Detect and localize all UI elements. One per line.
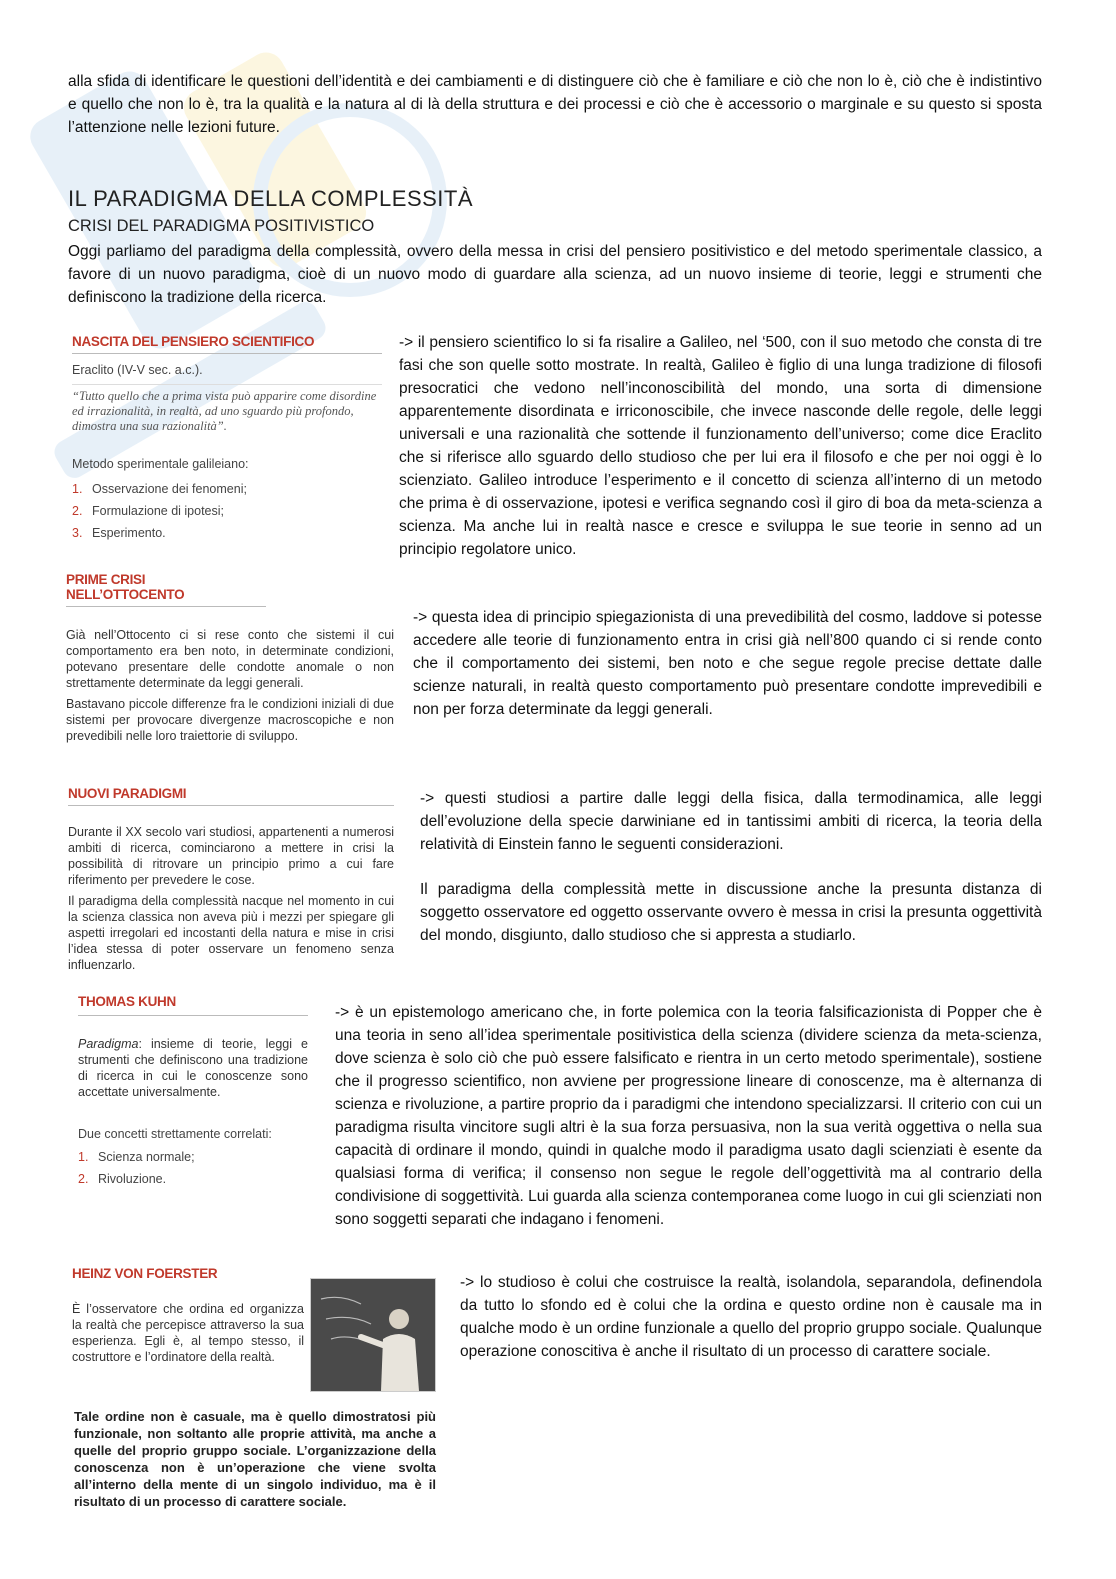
text-foerster: -> lo studioso è colui che costruisce la realtà, isolandola, separandola, definendola da tutto lo sfondo ed è colui che la ordina e questo ordine non è causale ma in qualche modo è un ordine funzionale a quello del proprio gruppo sociale. Qualunque operazione conoscitiva è anche il risultato di un processo di carattere sociale. [460,1274,1042,1360]
text-complessita: Il paradigma della complessità mette in discussione anche la presunta distanza di soggetto osservatore ed oggetto osservante ovvero è messa in crisi la presunta oggettività del mondo, disgiunto, dallo studioso che si appresta a studiarlo. [420,881,1042,944]
text-studiosi: -> questi studiosi a partire dalle leggi della fisica, dalla termodinamica, alle leggi dell’evoluzione della specie darwiniane ed in tantissimi ambiti di ricerca, la teoria della relatività di Einstein fanno le seguenti considerazioni. [420,790,1042,853]
box-nuovi-paradigmi [68,786,394,973]
box-prime-crisi-p1: Già nell’Ottocento ci si rese conto che sistemi il cui comportamento era ben noto, in determinate condizioni, potevano presentare delle condotte anomale o non strettamente determinate da leggi generali. [66,628,394,690]
box-nascita-method-label: Metodo sperimentale galileiano: [72,457,249,471]
box-thomas-kuhn [78,994,308,1190]
list-item: 1. Scienza normale; [78,1150,195,1164]
box-nuovi-paradigmi-p1: Durante il XX secolo vari studiosi, appartenenti a numerosi ambiti di ricerca, cominciarono a mettere in crisi la possibilità di ritrovare un principio primo a cui fare riferimento per prevedere le cose. [68,825,394,887]
text-galileo: -> il pensiero scientifico lo si fa risalire a Galileo, nel ‘500, con il suo metodo che consta di tre fasi che son quelle sotto mostrate. In realtà, Galileo è figlio di una lunga tradizione di filosofi presocratici che vedono nell’inconoscibilità del mondo, una sorta di dimensione apparentemente disordinata e irriconoscibile, che invece nasconde delle regole, delle leggi universali e una razionalità che sottende il funzionamento dell’universo; come dice Eraclito che si riferisce allo sguardo dello studioso che per lui era il filosofo e che per noi oggi è lo scienziato. Galileo introduce l’esperimento e il concetto di scienza all’interno di un metodo che prima è di osservazione, ipotesi e verifica segnando così il giro di boa da meta-scienza a scienza. Ma anche lui in realtà nasce e cresce e sviluppa le sue teorie in senno ad un principio regolatore unico. [399,334,1042,558]
section-title: IL PARADIGMA DELLA COMPLESSITÀ [68,186,474,211]
list-item: 2. Formulazione di ipotesi; [72,504,225,518]
box-foerster-p1: È l’osservatore che ordina ed organizza la realtà che percepisce attraverso la sua esperienza. Egli è, al tempo stesso, il costruttore e l’ordinatore della realtà. [72,1302,304,1364]
box-nascita-quote: “Tutto quello che a prima vista può apparire come disordine ed irrazionalità, in realtà, ad uno sguardo più profondo, dimostra una sua razionalità”. [72,384,382,434]
list-item: 1. Osservazione dei fenomeni; [72,482,247,496]
box-prime-crisi-title: PRIME CRISI NELL’OTTOCENTO [66,572,266,607]
list-item: 2. Rivoluzione. [78,1172,167,1186]
box-foerster-title: HEINZ VON FOERSTER [72,1266,218,1281]
box-nascita-title: NASCITA DEL PENSIERO SCIENTIFICO [72,334,382,354]
section-subtitle: CRISI DEL PARADIGMA POSITIVISTICO [68,217,375,235]
scientist-photo-icon [311,1279,435,1391]
box-thomas-kuhn-definition: Paradigma: insieme di teorie, leggi e strumenti che definiscono una tradizione di ricerca in cui le conoscenze sono accettate universalmente. [78,1037,308,1099]
photo-foerster [310,1278,436,1392]
box-prime-crisi-p2: Bastavano piccole differenze fra le condizioni iniziali di due sistemi per provocare divergenze macroscopiche e non prevedibili nelle loro traiettorie di sviluppo. [66,697,394,743]
text-ottocento: -> questa idea di principio spiegazionista di una prevedibilità del cosmo, laddove si potesse accedere alle teorie di funzionamento entra in crisi già nell’800 quando ci si rende conto che il comportamento dei sistemi, ben noto e che segue regole precise dettate dalle scienze naturali, in realtà questo comportamento può presentare condotte imprevedibili e non per forza determinate da leggi generali. [413,609,1042,718]
text-kuhn: -> è un epistemologo americano che, in forte polemica con la teoria falsificazionista di Popper che è una teoria in seno all’idea sperimentale positivistica della scienza (dividere scienza da meta-scienza, dove scienza è solo ciò che può essere falsificato e rientra in un certo metodo sperimentale), sostiene che il progresso scientifico, non avviene per progressione lineare di conoscenze, ma è alternanza di scienza e rivoluzione, a partire proprio da i paradigmi che intendono specializzarsi. Il criterio con cui un paradigma risulta vincitore sugli altri è la sua forza persuasiva, non la sua verità oggettiva o nella sua capacità di ordinare il mondo, quindi in qualche modo il paradigma usato dagli scienziati è esente da qualsiasi forma di verifica; il consenso non segue le regole dell’oggettività ma al contrario della condivisione di soggettività. Lui guarda alla scienza contemporanea come luogo in cui gli scienziati non sono soggetti separati che indagano i fenomeni. [335,1004,1042,1228]
box-nascita [72,334,382,544]
box-thomas-kuhn-list [78,1146,308,1190]
box-nascita-author: Eraclito (IV-V sec. a.c.). [72,363,203,377]
box-thomas-kuhn-concepts-label: Due concetti strettamente correlati: [78,1127,272,1141]
intro-paragraph: alla sfida di identificare le questioni dell’identità e dei cambiamenti e di distinguere ciò che è familiare e ciò che non lo è, ciò che è indistintivo e quello che non lo è, tra la qualità e la natura al di là della struttura e dei processi e ciò che è accessorio o marginale e su questo si sposta l’attenzione nelle lezioni future. [68,73,1042,136]
list-item: 3. Esperimento. [72,526,166,540]
box-nascita-list [72,478,382,544]
section-paragraph: Oggi parliamo del paradigma della complessità, ovvero della messa in crisi del pensiero positivistico e del metodo sperimentale classico, a favore di un nuovo paradigma, cioè di un nuovo modo di guardare alla scienza, ad un nuovo insieme di teorie, leggi e strumenti che definiscono la tradizione della ricerca. [68,243,1042,306]
box-thomas-kuhn-title: THOMAS KUHN [78,994,308,1016]
box-foerster-p2: Tale ordine non è casuale, ma è quello dimostratosi più funzionale, non soltanto alle proprie attività, ma anche a quelle del proprio gruppo sociale. L’organizzazione della conoscenza non è un’operazione che viene svolta all’interno della mente di un singolo individuo, ma è il risultato di un processo di carattere sociale. [74,1409,436,1509]
box-nuovi-paradigmi-p2: Il paradigma della complessità nacque nel momento in cui la scienza classica non aveva più i mezzi per spiegare gli aspetti irregolari ed incostanti della natura e mise in crisi l’idea stessa di poter osservare un fenomeno senza influenzarlo. [68,894,394,972]
box-prime-crisi [66,572,394,744]
box-foerster [72,1266,304,1365]
box-nuovi-paradigmi-title: NUOVI PARADIGMI [68,786,394,806]
